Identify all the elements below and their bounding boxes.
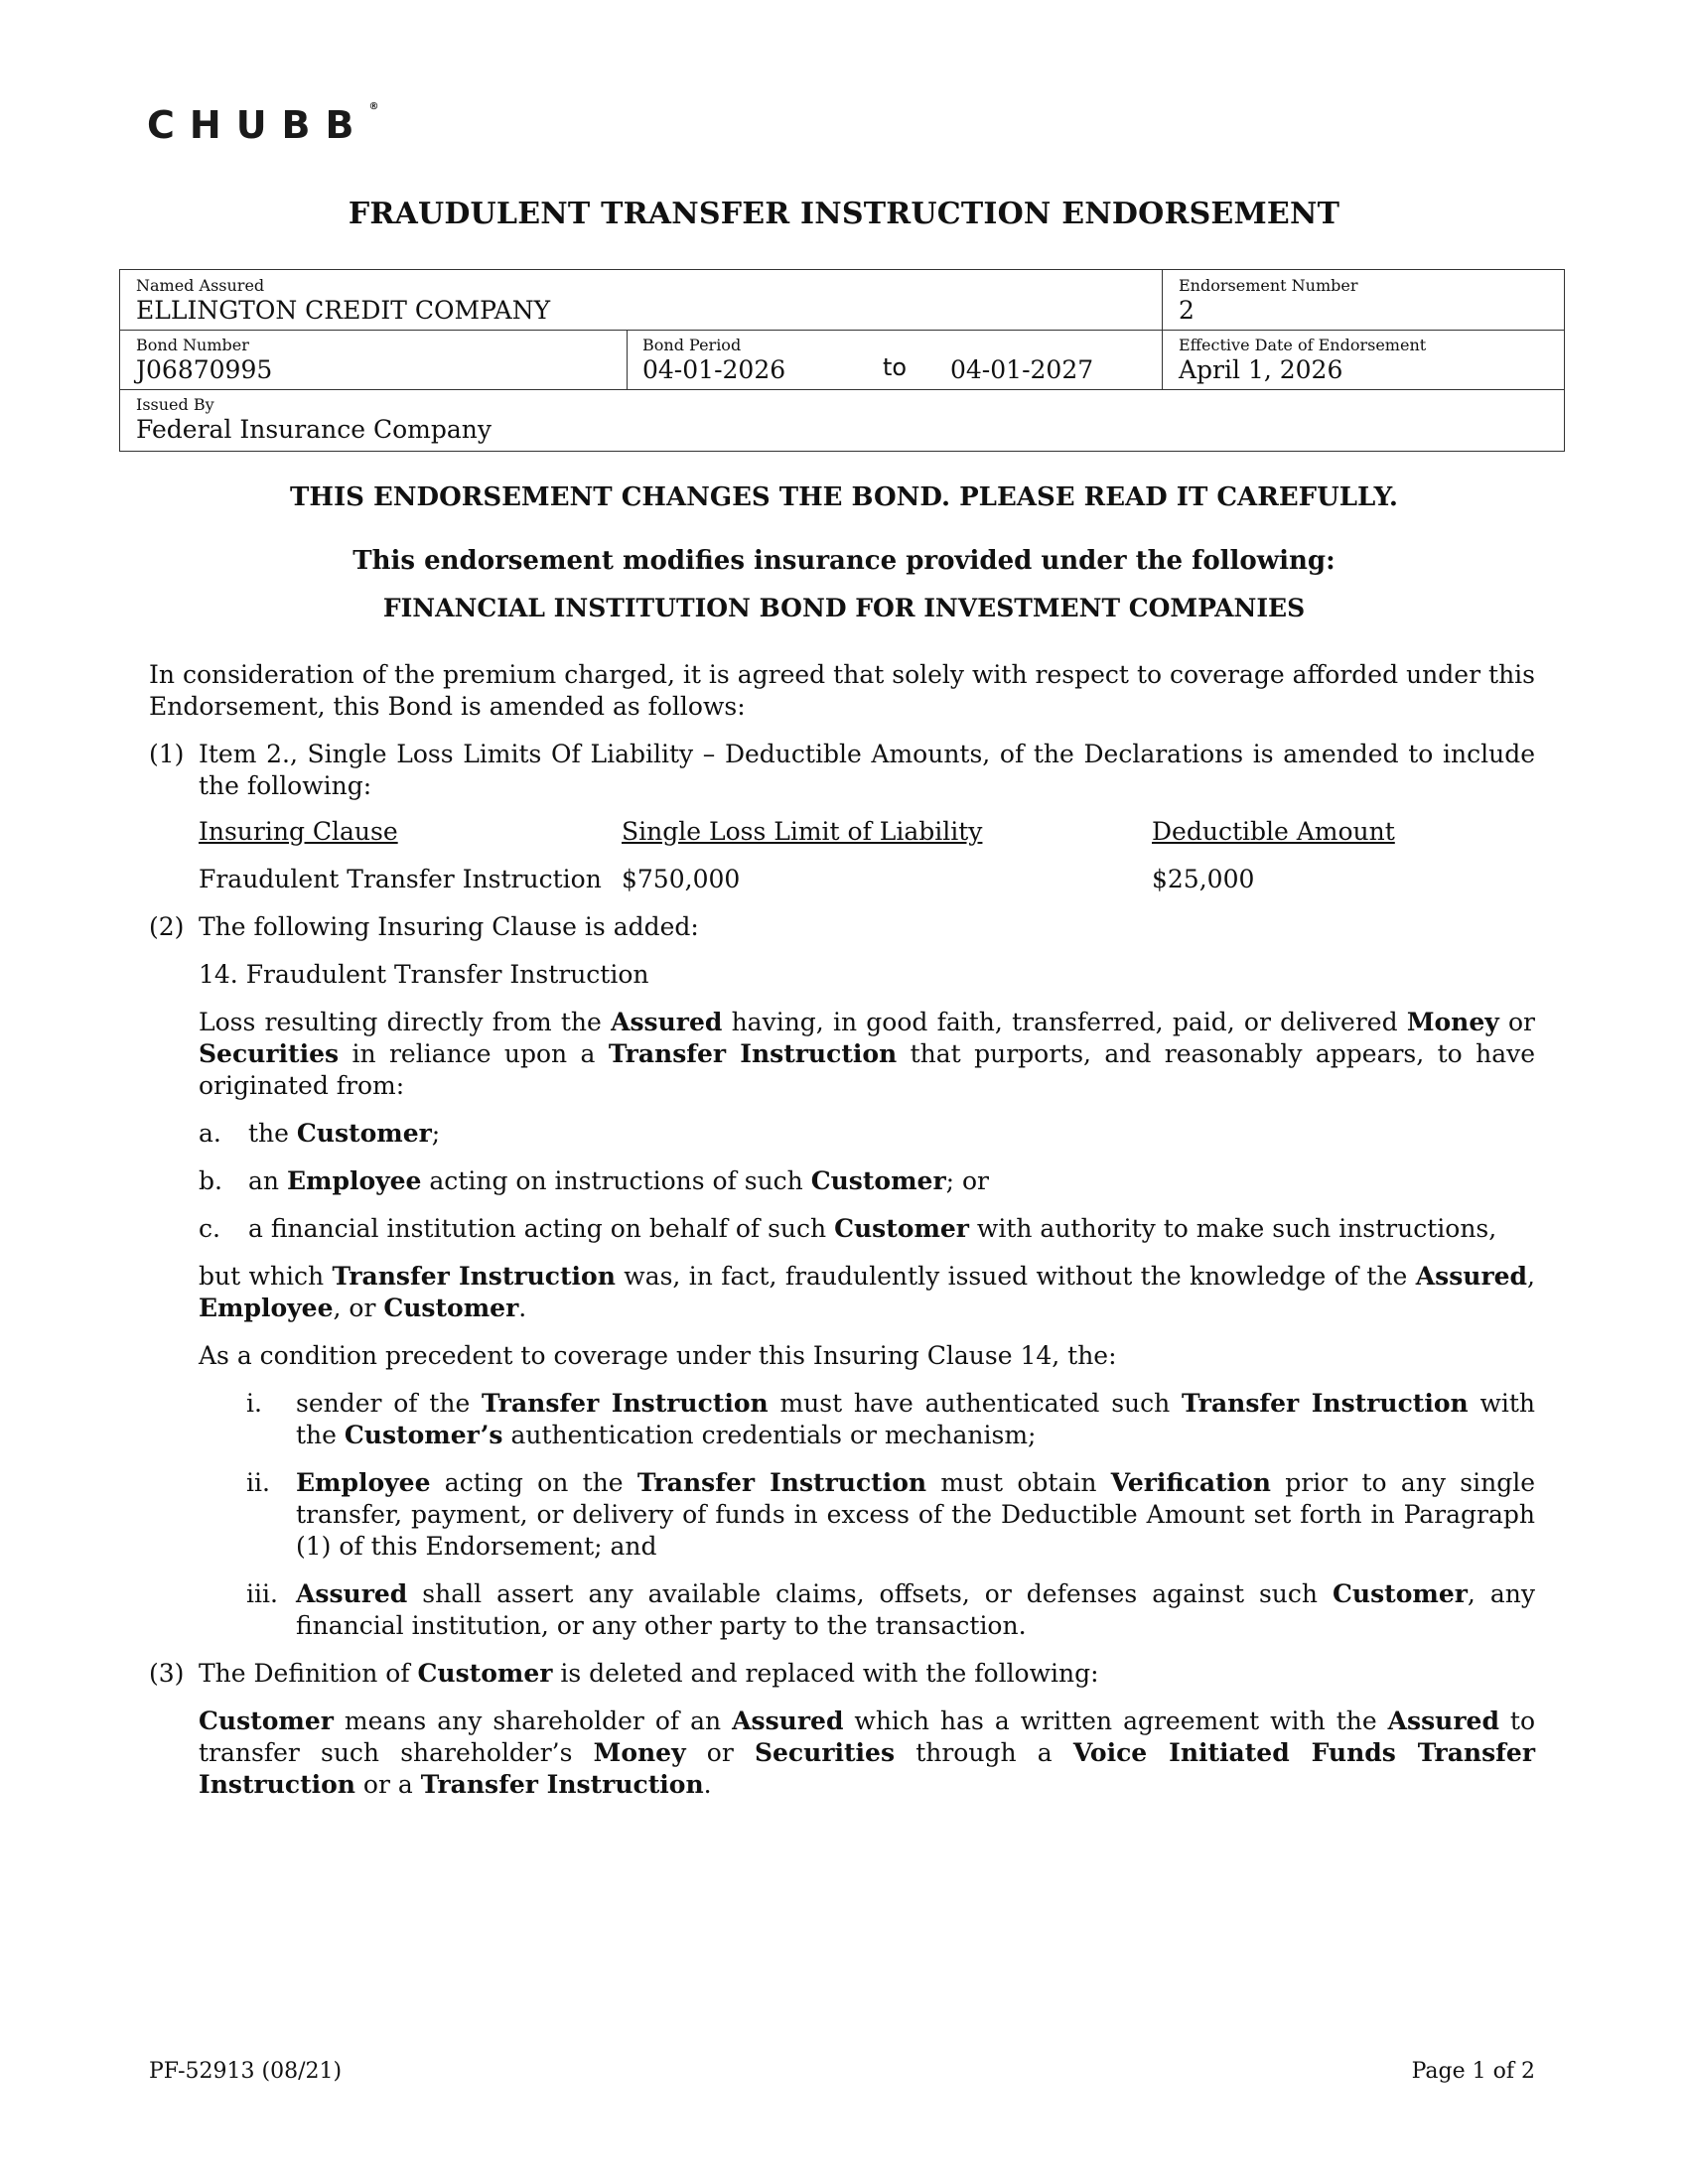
document-title: FRAUDULENT TRANSFER INSTRUCTION ENDORSEMENT <box>348 197 1340 231</box>
list-item-c-letter: c. <box>199 1214 220 1243</box>
item-3-text: The Definition of Customer is deleted and replaced with the following: <box>199 1659 1099 1688</box>
intro-paragraph: In consideration of the premium charged, it is agreed that solely with respect to coverage afforded under this Endorsement, this Bond is amended as follows: <box>149 660 1535 721</box>
page-number: Page 1 of 2 <box>1411 2059 1535 2084</box>
list-item-b-letter: b. <box>199 1166 222 1195</box>
endorsement-number-label: Endorsement Number <box>1179 276 1358 295</box>
condition-precedent: As a condition precedent to coverage under this Insuring Clause 14, the: <box>199 1341 1117 1370</box>
item-2-text: The following Insuring Clause is added: <box>199 912 699 941</box>
list-item-a: the Customer; <box>248 1119 441 1148</box>
named-assured-cell <box>136 276 550 326</box>
bond-number-label: Bond Number <box>136 336 249 354</box>
col-header-limit: Single Loss Limit of Liability <box>622 817 983 846</box>
table-cell-deductible: $25,000 <box>1152 865 1255 893</box>
issued-by-cell <box>136 395 492 445</box>
fraud-paragraph: but which Transfer Instruction was, in fact, fraudulently issued without the knowledge of the Assured, Employee, or Customer. <box>199 1262 1535 1322</box>
col-header-insuring-clause: Insuring Clause <box>199 817 398 846</box>
bond-period-from: 04-01-2026 <box>642 355 786 384</box>
customer-definition: Customer means any shareholder of an Assured which has a written agreement with the Assured to transfer such shareholder’s Money or Securities through a Voice Initiated Funds Transfer Instruction or a Transfer Instruction. <box>199 1706 1536 1799</box>
table-cell-limit: $750,000 <box>622 865 741 893</box>
condition-i: sender of the Transfer Instruction must have authenticated such Transfer Instruction with the Customer’s authentication credentials or mechanism; <box>296 1389 1536 1449</box>
bond-period-to: 04-01-2027 <box>950 355 1094 384</box>
bond-number-cell <box>136 336 272 385</box>
list-item-a-letter: a. <box>199 1119 221 1148</box>
condition-ii: Employee acting on the Transfer Instruction must obtain Verification prior to any single transfer, payment, or delivery of funds in excess of the Deductible Amount set forth in Paragraph (1) of this Endorsement; and <box>296 1468 1535 1561</box>
table-cell-clause: Fraudulent Transfer Instruction <box>199 865 602 893</box>
effective-date-cell <box>1179 336 1426 385</box>
list-item-c: a financial institution acting on behalf of such Customer with authority to make such instructions, <box>248 1214 1497 1243</box>
notice-heading: THIS ENDORSEMENT CHANGES THE BOND. PLEASE READ IT CAREFULLY. <box>290 482 1398 512</box>
bond-number-value: J06870995 <box>136 355 273 384</box>
modifies-heading: This endorsement modifies insurance provided under the following: <box>352 546 1336 576</box>
col-header-deductible: Deductible Amount <box>1152 817 1395 846</box>
condition-ii-number: ii. <box>246 1468 270 1497</box>
bond-period-label: Bond Period <box>642 336 742 354</box>
effective-date-value: April 1, 2026 <box>1179 355 1343 384</box>
clause-14-title: 14. Fraudulent Transfer Instruction <box>199 960 649 989</box>
item-1-number: (1) <box>149 740 185 768</box>
form-number: PF-52913 (08/21) <box>149 2059 343 2084</box>
item-3-number: (3) <box>149 1659 185 1688</box>
endorsement-number-value: 2 <box>1179 296 1195 325</box>
named-assured-label: Named Assured <box>136 276 265 295</box>
item-2-number: (2) <box>149 912 185 941</box>
chubb-logo: CHUBB® <box>147 101 379 147</box>
named-assured-value: ELLINGTON CREDIT COMPANY <box>136 296 551 325</box>
issued-by-label: Issued By <box>136 395 214 414</box>
condition-iii-number: iii. <box>246 1579 278 1608</box>
list-item-b: an Employee acting on instructions of such Customer; or <box>248 1166 990 1195</box>
effective-date-label: Effective Date of Endorsement <box>1179 336 1427 354</box>
endorsement-number-cell <box>1179 276 1357 326</box>
item-1-text: Item 2., Single Loss Limits Of Liability – Deductible Amounts, of the Declarations is amended to include the following: <box>199 740 1535 800</box>
condition-i-number: i. <box>246 1389 262 1418</box>
issued-by-value: Federal Insurance Company <box>136 415 492 444</box>
bond-period-cell <box>642 336 785 385</box>
policy-info-box <box>119 269 1565 452</box>
bond-name-heading: FINANCIAL INSTITUTION BOND FOR INVESTMENT COMPANIES <box>382 594 1306 622</box>
bond-period-to-word: to <box>883 353 908 381</box>
condition-iii: Assured shall assert any available claims, offsets, or defenses against such Customer, any financial institution, or any other party to the transaction. <box>296 1579 1535 1640</box>
clause-14-paragraph: Loss resulting directly from the Assured having, in good faith, transferred, paid, or delivered Money or Securities in reliance upon a Transfer Instruction that purports, and reasonably appears, to have originated from: <box>199 1008 1536 1100</box>
